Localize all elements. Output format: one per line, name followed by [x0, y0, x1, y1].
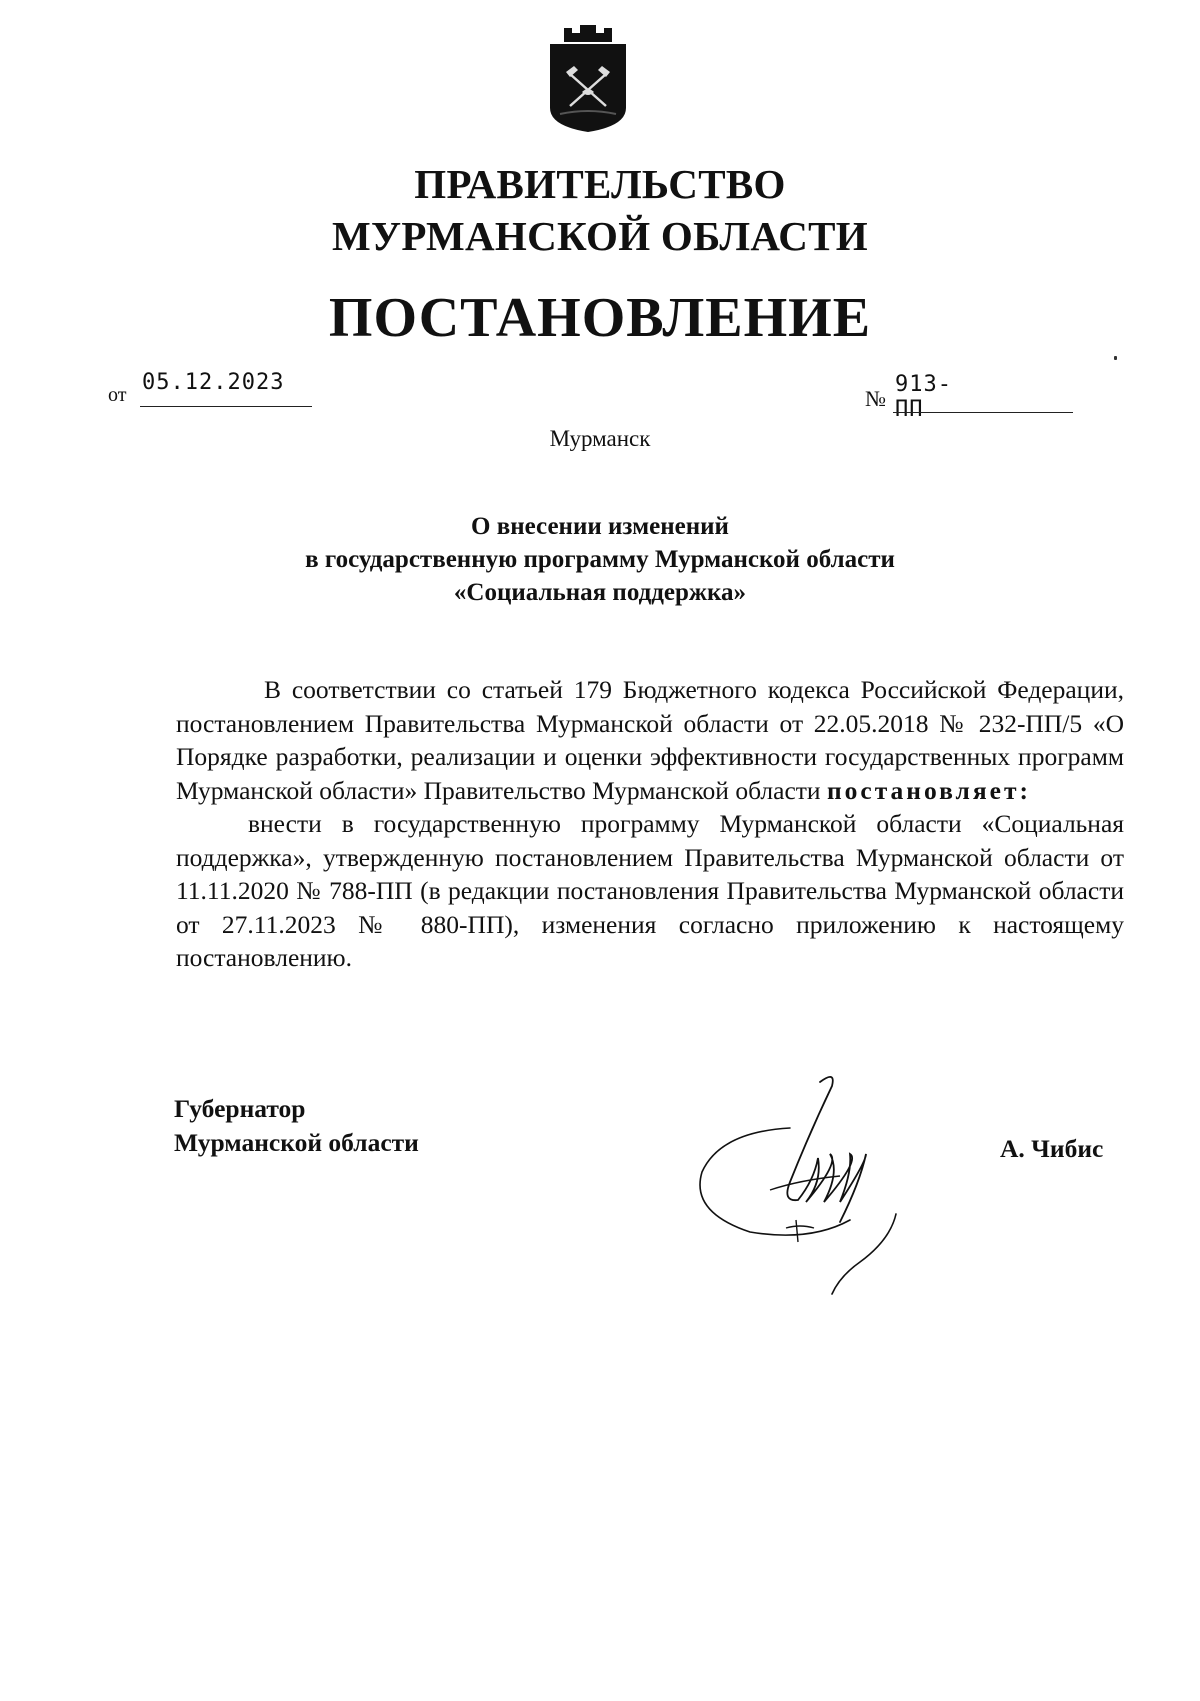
signer-name: А. Чибис: [1000, 1134, 1104, 1163]
scan-artifact: [1114, 356, 1117, 360]
subject-line1: О внесении изменений: [471, 513, 729, 540]
organization-name-line1: ПРАВИТЕЛЬСТВО: [414, 161, 786, 207]
organization-name: [0, 158, 1200, 262]
signer-title-line1: Губернатор: [174, 1094, 306, 1123]
date-value: 05.12.2023: [142, 370, 285, 395]
city-name: Мурманск: [549, 426, 651, 451]
subject-line3: «Социальная поддержка»: [453, 579, 747, 606]
handwritten-signature-icon: [690, 1062, 940, 1312]
body-paragraph-1-text: В соответствии со статьей 179 Бюджетного кодекса Российской Федерации, постановлением Правительства Мурманской области от 22.05.2018 № 232-ПП/5 «О Порядке разработки, реализации и оценки эффективности государственных программ Мурманской области» Правительство Мурманской области: [176, 675, 1124, 805]
number-value: 913-ПП: [895, 372, 952, 422]
number-prefix: №: [865, 386, 886, 411]
resolution-keyword: постановляет:: [826, 775, 1031, 805]
body-paragraph-2: внести в государственную программу Мурманской области «Социальная поддержка», утвержденную постановлением Правительства Мурманской области от 11.11.2020 № 788-ПП (в редакции постановления Правительства Мурманской области от 27.11.2023 № 880-ПП), изменения согласно приложению к настоящему постановлению.: [176, 809, 1124, 972]
body-paragraph-1: [176, 673, 1124, 807]
subject-line2: в государственную программу Мурманской области: [305, 546, 895, 573]
date-underline: [140, 406, 312, 407]
signer-title-line2: Мурманской области: [174, 1128, 419, 1157]
date-prefix: от: [108, 384, 127, 406]
document-type-title: ПОСТАНОВЛЕНИЕ: [328, 287, 872, 349]
regional-coat-of-arms-icon: [542, 22, 634, 134]
document-body: [176, 673, 1124, 975]
document-subject: [0, 510, 1200, 609]
signer-title: [174, 1092, 419, 1160]
organization-name-line2: МУРМАНСКОЙ ОБЛАСТИ: [332, 213, 868, 259]
number-underline: [893, 412, 1073, 413]
